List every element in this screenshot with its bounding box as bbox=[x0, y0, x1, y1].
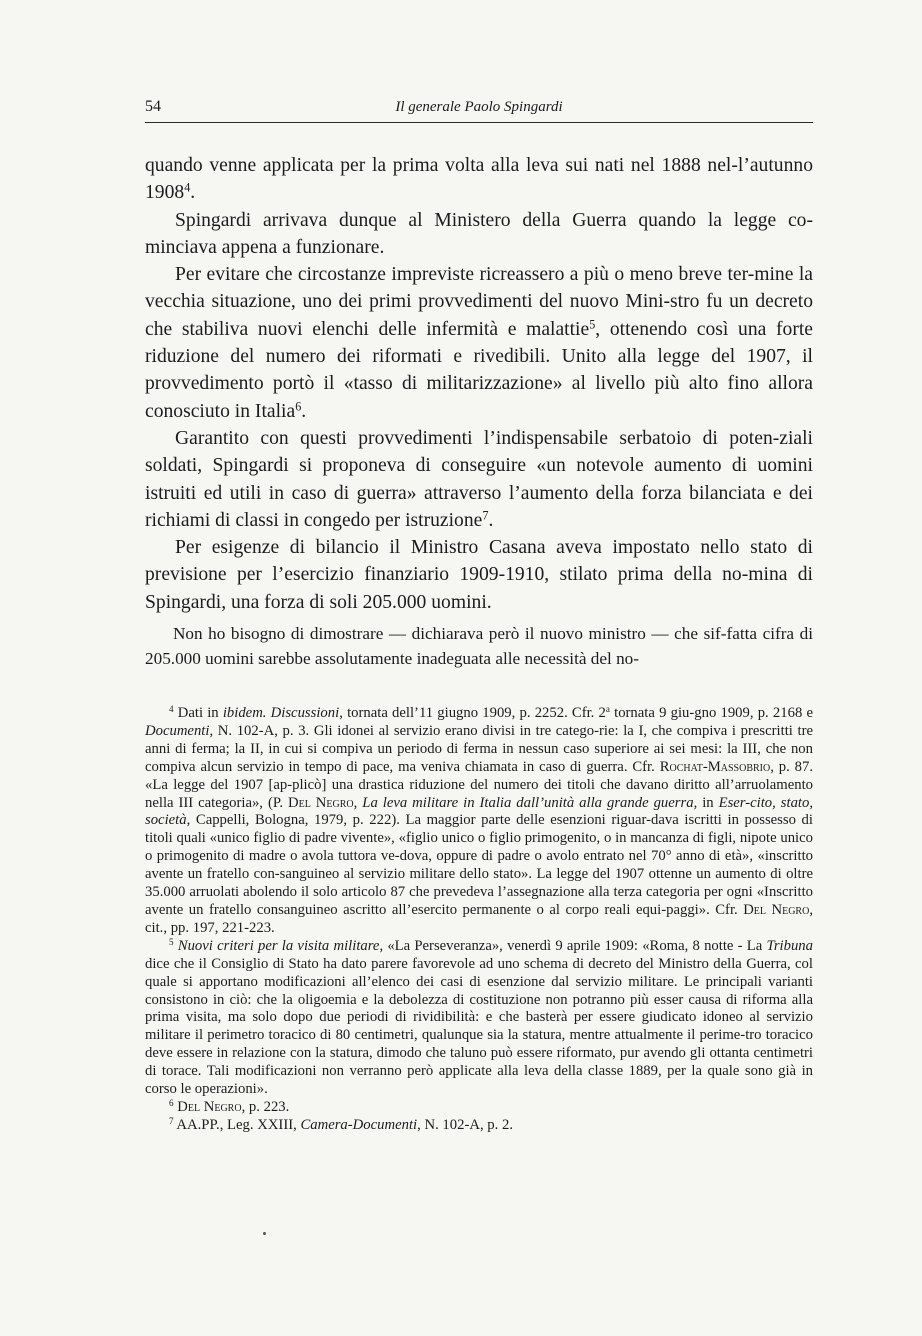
footnote-text: tornata 9 giu-gno 1909, p. 2168 e bbox=[609, 705, 813, 721]
footnotes bbox=[145, 705, 813, 1135]
paragraph-text: quando venne applicata per la prima volta alla leva sui nati nel 1888 nel-l’autunno 1908 bbox=[145, 155, 813, 204]
author-name: Del Negro bbox=[288, 794, 354, 811]
block-quote bbox=[145, 622, 813, 671]
footnote-italic: Nuovi criteri per la visita militare bbox=[177, 937, 380, 954]
footnote-number: 4 bbox=[169, 704, 174, 714]
footnote-ref-7: 7 bbox=[482, 508, 489, 523]
footnote-text: , N. 102-A, p. 3. Gli idonei al servizio erano divisi in tre catego-rie: la I, che compiva i prescritti tre anni di ferma; la II, in cui si compiva un periodo di ferma in nessun caso superiore ai sei mesi: la III, che non compiva alcun servizio in tempo di pace, ma veniva chiamata in caso di guerra. Cfr. bbox=[145, 722, 813, 775]
footnote-6 bbox=[145, 1099, 813, 1117]
ink-speck bbox=[263, 1232, 266, 1235]
quote-paragraph: Non ho bisogno di dimostrare — dichiarava però il nuovo ministro — che sif-fatta cifra di 205.000 uomini sarebbe assolutamente inadeguata alle necessità del no- bbox=[145, 624, 813, 668]
footnote-7 bbox=[145, 1117, 813, 1135]
footnote-ref-6: 6 bbox=[295, 399, 302, 413]
paragraph-text: Per evitare che circostanze impreviste ricreassero a più o meno breve ter-mine la vecchia situazione, uno dei primi provvedimenti del nuovo Mini-stro fu un decreto che stabiliva nuovi elenchi delle infermità e malattie bbox=[145, 264, 813, 340]
footnote-text: Dati in bbox=[173, 705, 223, 721]
paragraph-text: Garantito con questi provvedimenti l’indispensabile serbatoio di poten-ziali soldati, Spingardi si proponeva di conseguire «un notevole aumento di uomini istruiti ed utili in caso di guerra» attraverso l’aumento della forza bilanciata e dei richiami di classi in congedo per istruzione bbox=[145, 427, 813, 531]
paragraph-5 bbox=[145, 534, 813, 616]
footnote-text: , «La Perseveranza», venerdì 9 aprile 1909: «Roma, 8 notte - La bbox=[379, 937, 767, 954]
footnote-text: , p. 87. «La legge del 1907 [ap-plicò] una drastica riduzione del numero dei titoli che davano diritto all’arruolamento nella III categoria», (P. bbox=[145, 758, 814, 811]
footnote-text: , in bbox=[693, 794, 719, 811]
footnote-ref-4: 4 bbox=[184, 180, 191, 195]
paragraph-text: Spingardi arrivava dunque al Ministero della Guerra quando la legge co-minciava appena a funzionare. bbox=[145, 209, 813, 258]
footnote-text: , Cappelli, Bologna, 1979, p. 222). La maggior parte delle esenzioni riguar-dava iscritti in possesso di titoli quali «unico figlio di padre vivente», «figlio unico o figlio primogenito, o in mancanza di figli, nipote unico o primogenito di madre o avola tuttora ve-dova, oppure di padre o avolo entrato nel 70° anno di età», «inscritto avente un fratello con-sanguineo al servizio militare dello stato». La legge del 1907 ottenne un aumento di oltre 35.000 arruolati abolendo il solo articolo 87 che prevedeva l’assegnazione alla terza categoria per ogni «Inscritto avente un fratello consanguineo ascritto all’esercito permanente o al corpo reali equi-paggi». Cfr. bbox=[145, 812, 813, 918]
footnote-italic: Camera-Documenti bbox=[300, 1116, 418, 1133]
paragraph-text: Per esigenze di bilancio il Ministro Casana aveva impostato nello stato di previsione per l’esercizio finanziario 1909-1910, stilato prima della no-mina di Spingardi, una forza di soli 205.000 uomini. bbox=[145, 537, 813, 613]
footnote-text: dice che il Consiglio di Stato ha dato parere favorevole ad uno schema di decreto del Ministro della Guerra, col quale si apportano modificazioni all’elenco dei casi di esenzione dal servizio militare. Le principali varianti consistono in ciò: che la oligoemia e la debolezza di costituzione non potranno più esser causa di riforma alla prima visita, ma solo dopo due periodi di rividibilità: e che basterà per essere giudicato idoneo al servizio militare il perimetro toracico di 80 centimetri, qualunque sia la statura, mentre attualmente il perime-tro toracico deve essere in relazione con la statura, dimodo che taluno può essere riformato, pur avendo gli ottanta centimetri di torace. Tali modificazioni non verranno però applicate alla leva della classe 1889, per la quale sono già in corso le operazioni». bbox=[145, 955, 813, 1098]
main-text bbox=[145, 152, 813, 616]
author-name: Del Negro bbox=[743, 901, 810, 918]
paragraph-text: , ottenendo così una forte riduzione del numero dei riformati e rivedibili. Unito alla legge del 1907, il provvedimento portò il «tasso di militarizzazione» al livello più alto fino allora conosciuto in Italia bbox=[145, 318, 813, 422]
footnote-number: 5 bbox=[169, 936, 174, 947]
footnote-text: , cit., pp. 197, 221-223. bbox=[145, 901, 813, 936]
footnote-4 bbox=[145, 705, 813, 938]
paragraph-text: . bbox=[488, 509, 494, 531]
footnote-italic: La leva militare in Italia dall’unità alla grande guerra bbox=[362, 794, 694, 811]
footnote-text: AA.PP., Leg. XXIII, bbox=[173, 1116, 301, 1133]
author-name: Rochat-Massobrio bbox=[659, 758, 771, 775]
footnote-text: , tornata dell’11 giugno 1909, p. 2252. Cfr. 2 bbox=[339, 705, 606, 721]
footnote-italic: Eser-cito, stato, società bbox=[145, 794, 814, 829]
footnote-italic: Documenti bbox=[145, 722, 210, 739]
footnote-number: 7 bbox=[169, 1115, 174, 1126]
footnote-text: , N. 102-A, p. 2. bbox=[417, 1116, 513, 1133]
paragraph-2 bbox=[145, 207, 813, 262]
paragraph-text: . bbox=[301, 400, 307, 422]
author-name: Del Negro bbox=[177, 1098, 242, 1115]
footnote-ref-5: 5 bbox=[589, 317, 596, 332]
running-title: Il generale Paolo Spingardi bbox=[395, 99, 563, 115]
footnote-italic: Tribuna bbox=[766, 937, 813, 954]
paragraph-1 bbox=[145, 152, 813, 207]
paragraph-3 bbox=[145, 261, 813, 425]
paragraph-4 bbox=[145, 425, 813, 534]
paragraph-text: . bbox=[190, 182, 196, 204]
footnote-number: 6 bbox=[169, 1097, 174, 1108]
page-header bbox=[145, 96, 813, 123]
ordinal-suffix: a bbox=[605, 704, 610, 714]
page-number: 54 bbox=[145, 98, 161, 115]
footnote-text: , bbox=[353, 794, 363, 811]
footnote-text: , p. 223. bbox=[241, 1098, 290, 1115]
footnote-italic: ibidem. Discussioni bbox=[222, 705, 340, 721]
footnote-5 bbox=[145, 938, 813, 1099]
